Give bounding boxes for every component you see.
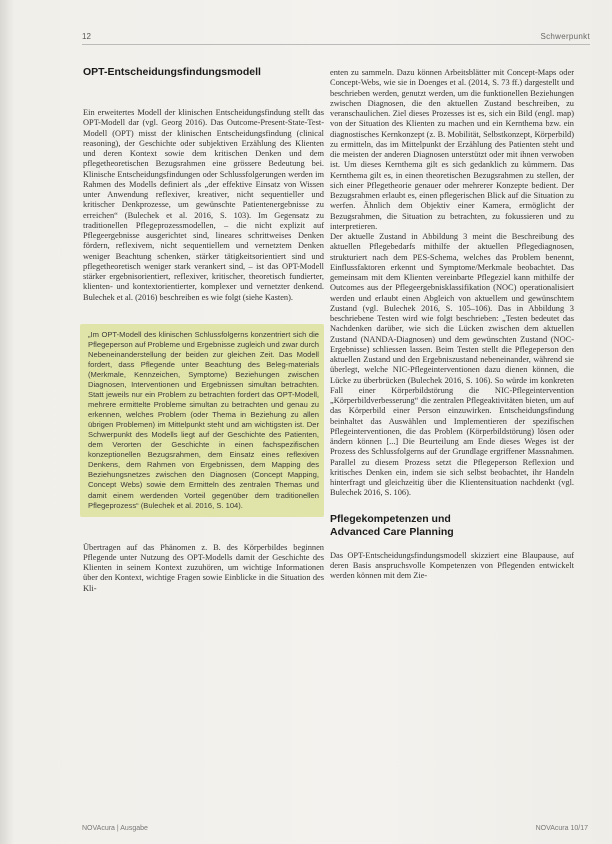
right-column bbox=[330, 68, 574, 581]
paragraph-opt-intro: Ein erweitertes Modell der klinischen Entscheidungsfindung stellt das OPT-Modell dar (vgl. Georg 2016). Das Outcome-Present-State-Test-Modell (OPT) misst der klinischen Entscheidungsfindung (clinical reasoning), der Geschichte oder subjektiven Erzählung des Klienten und deren Kontext sowie dem kritischen Denken und dem pflegetheoretischen Bezugsrahmen eine grössere Bedeutung bei. Klinische Entscheidungsfindungen oder Schlussfolgerungen werden im Rahmen des Modells definiert als „der effektive Einsatz von Wissen unter Anwendung reflexiver, kreativer, nicht sequentieller und kritischer Denkprozesse, um gewünschte Patientenergebnisse zu erreichen“ (Bulechek et al. 2016, S. 103). Im Gegensatz zu traditionellen Pflegeprozessmodellen, – die nicht explizit auf Pflegeergebnisse ausgerichtet sind, lineares schrittweises Denken fördern, reflexivem, nicht sequentiellem und vernetztem Denken weniger Beachtung schenken, stärker tätigkeitsorientiert sind und pflegetheoretisch weniger stark verankert sind, – ist das OPT-Modell stärker ergebnisorientiert, reflexiver, kritischer, theoretisch fundierter, klienten- und kontextorientierter, komplexer und vernetzter denkend. Bulechek et al. (2016) beschreiben es wie folgt (siehe Kasten). bbox=[83, 108, 324, 302]
heading-line-1: Pflegekompetenzen und bbox=[330, 512, 451, 525]
footer-right: NOVAcura 10/17 bbox=[535, 825, 588, 832]
section-heading-opt: OPT-Entscheidungsfindungsmodell bbox=[83, 66, 261, 78]
paragraph-concept-maps: enten zu sammeln. Dazu können Arbeitsblätter mit Concept-Maps oder Concept-Webs, wie sie in Doenges et al. (2014, S. 73 ff.) dargestellt und beschrieben werden, genutzt werden, um die funktionellen Beziehungen zwischen Diagnosen, die den aktuellen Zustand beschreiben, zu veranschaulichen. Ziel dieses Prozesses ist es, sich ein Bild (engl. map) von der Situation des Klienten zu machen und ein Kernthema bzw. ein diagnostisches Kernkonzept (z. B. Mobilität, Selbstkonzept, Körperbild) zu ermitteln, das im Mittelpunkt der Erzählung des Patienten steht und die meisten der anderen Diagnosen unterstützt oder mit ihnen verwoben ist. Um dieses Kernthema gilt es sich gedanklich zu kümmern. Das Kernthema gilt es, in einen theoretischen Bezugsrahmen zu stellen, der sich einer Pflegetheorie genauer oder mehrerer Konzepte bedient. Der Bezugsrahmen erlaubt es, einen pflegerischen Blick auf die Situation zu werfen. Ähnlich dem Objektiv einer Kamera, ermöglicht der Bezugsrahmen, die Situation zu betrachten, zu fokussieren und zu interpretieren. bbox=[330, 68, 574, 231]
page-number: 12 bbox=[82, 32, 91, 41]
paragraph-current-state: Der aktuelle Zustand in Abbildung 3 meint die Beschreibung des aktuellen Pflegebedarfs mithilfe der aktuellen Pflegediagnosen, strukturiert nach dem PES-Schema, welches das Problem benennt, Einflussfaktoren erkennt und Symptome/Merkmale beobachtet. Das gemeinsam mit dem Klienten vereinbarte Pflegeziel kann mithilfe der Outcomes aus der Pflegeergebnisklassifikation (NOC) operationalisiert werden und erlaubt einen Abgleich von aktuellem und gewünschtem Zustand (vgl. Bulechek 2016, S. 105–106). Das in Abbildung 3 beschriebene Testen wird wie folgt beschrieben: „Testen bedeutet das Nachdenken darüber, wie sich die Lücken zwischen dem aktuellen Zustand (NANDA-Diagnosen) und dem gewünschten Zustand (NOC-Ergebnisse) schliessen lassen. Beim Testen stellt die Pflegeperson den aktuellen Zustand und den Ergebniszustand nebeneinander, während sie überlegt, welche NIC-Pflegeinterventionen dazu dienen können, die Lücke zu überbrücken (Bulechek 2016, S. 106). So würde im konkreten Fall einer Körperbildstörung die NIC-Pflegeintervention „Körperbildverbesserung“ die zentralen Pflegeaktivitäten bieten, um auf das Körperbild einer Person einzuwirken. Entscheidungsfindung beinhaltet das Auswählen und Implementieren der spezifischen Pflegeinterventionen, die das Problem (Körperbildstörung) lösen oder ändern können [...] Die Beurteilung am Ende dieses Weges ist der Prozess des Schlussfolgerns auf der Grundlage ergriffener Massnahmen. Parallel zu diesem Prozess setzt die Pflegeperson Reflexion und kritisches Denken ein, indem sie sich selbst beobachtet, ihr Handeln hinterfragt und gleichzeitig über die Klientensituation nachdenkt (vgl. Bulechek 2016, S. 106). bbox=[330, 232, 574, 498]
quote-box-text: „Im OPT-Modell des klinischen Schlussfolgerns konzentriert sich die Pflegeperson auf Probleme und Ergebnisse zugleich und zwar durch Nebeneinanderstellung der beiden zur gleichen Zeit. Das Modell fordert, dass Pflegende unter Beachtung des Beleg-materials (Merkmale, Kennzeichen, Symptome) Beziehungen zwischen Diagnosen, Interventionen und Ergebnissen simultan betrachten. Statt jeweils nur ein Problem zu betrachten fordert das OPT-Modell, mehrere ermittelte Probleme simultan zu betrachten und genau zu erkennen, welches Problem (oder Thema in Beziehung zu allen übrigen Problemen) im Mittelpunkt steht und am wichtigsten ist. Der Schwerpunkt des Modells liegt auf der Geschichte des Patienten, dem Verorten der Geschichte in einen fachspezifischen konzeptionellen Bezugsrahmen, dem Einsatz eines reflexiven Denkens, dem Rahmen von Ergebnissen, dem Mapping des Beziehungsnetzes zwischen den Diagnosen (Concept Mapping, Concept Webs) sowie dem Ermitteln des zentralen Themas und damit einem werdenden Vorteil gegenüber dem traditionellen Pflegeprozess“ (Bulechek et al. 2016, S. 104). bbox=[88, 329, 319, 510]
section-heading-competencies bbox=[330, 513, 574, 539]
footer-left: NOVAcura | Ausgabe bbox=[82, 825, 148, 832]
paragraph-body-image: Übertragen auf das Phänomen z. B. des Körperbildes beginnen Pflegende unter Nutzung des OPT-Modells damit der Geschichte des Klienten in seinem Kontext zuzuhören, um wichtige Informationen über den Kontext, wichtige Fragen sowie Einblicke in die Situation des Kli- bbox=[83, 542, 324, 593]
paragraph-blueprint: Das OPT-Entscheidungsfindungsmodell skizziert eine Blaupause, auf deren Basis anspruchsvolle Kompetenzen von Pflegenden entwickelt werden können mit dem Zie- bbox=[330, 550, 574, 580]
quote-box bbox=[80, 324, 324, 517]
header-rule bbox=[82, 44, 590, 45]
left-column bbox=[83, 66, 324, 594]
section-label: Schwerpunkt bbox=[540, 32, 590, 41]
heading-line-2: Advanced Care Planning bbox=[330, 525, 454, 538]
